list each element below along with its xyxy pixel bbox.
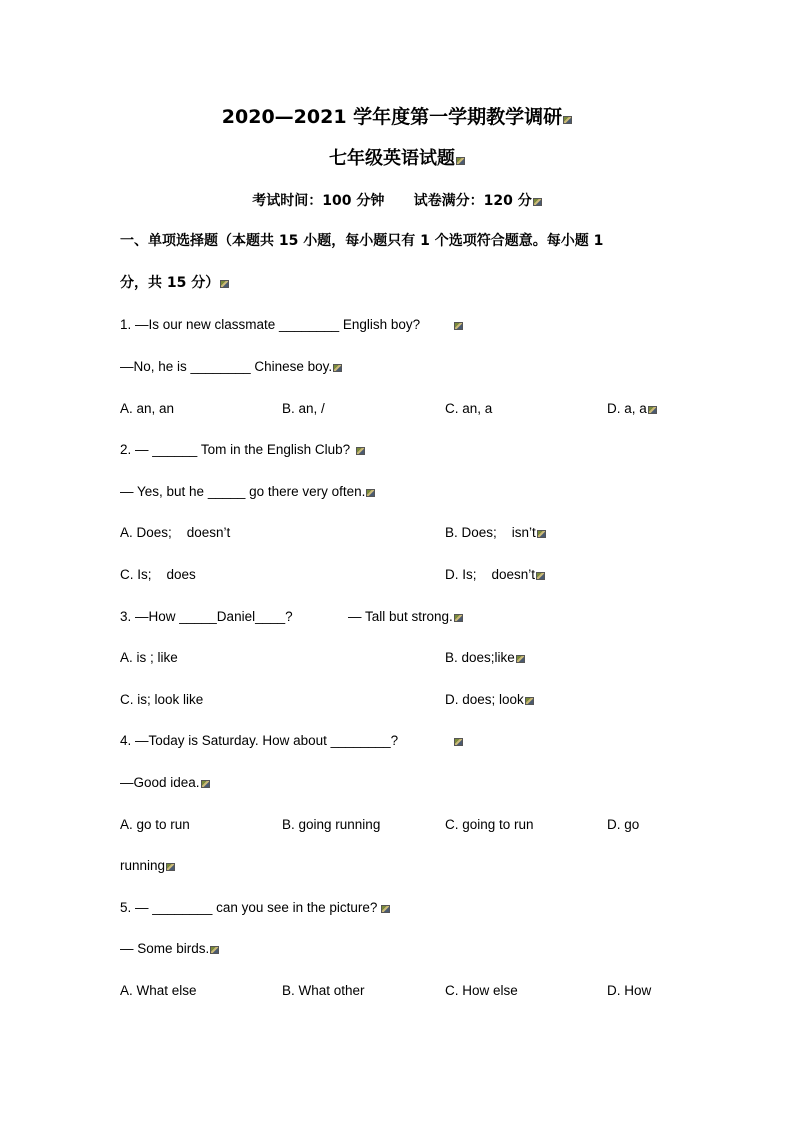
paragraph-mark-icon (537, 530, 546, 538)
question-2-stem: 2. — ______ Tom in the English Club? (120, 441, 365, 459)
question-1-option-d: D. a, a (607, 400, 657, 418)
question-3-stem: 3. —How _____Daniel____? (120, 609, 293, 624)
paragraph-mark-icon (201, 780, 210, 788)
question-5-option-d: D. How (607, 983, 652, 998)
paragraph-mark-icon (533, 198, 542, 206)
paragraph-mark-icon (454, 738, 463, 746)
question-2-option-b: B. Does; isn’t (445, 524, 546, 542)
question-3-option-d: D. does; look (445, 691, 534, 709)
paragraph-mark-icon (454, 614, 463, 622)
question-2-option-c: C. Is; does (120, 567, 196, 582)
question-4-option-d-wrap: running (120, 857, 175, 875)
question-1-option-a: A. an, an (120, 401, 175, 416)
paragraph-mark-icon (456, 157, 465, 165)
question-4-option-c: C. going to run (445, 817, 534, 832)
question-4-option-d: D. go (607, 817, 640, 832)
question-2-option-d: D. Is; doesn’t (445, 566, 545, 584)
question-2-option-a: A. Does; doesn’t (120, 525, 231, 540)
paragraph-mark-icon (563, 116, 572, 124)
paragraph-mark-icon (356, 447, 365, 455)
question-5-option-a: A. What else (120, 983, 197, 998)
section-heading-line1: 一、单项选择题（本题共 15 小题，每小题只有 1 个选项符合题意。每小题 1 (120, 233, 604, 249)
paragraph-mark-icon (536, 572, 545, 580)
section-heading-line2: 分，共 15 分） (120, 274, 229, 292)
question-5-stem: 5. — ________ can you see in the picture? (120, 899, 390, 917)
question-4-option-a: A. go to run (120, 817, 190, 832)
paragraph-mark-icon (166, 863, 175, 871)
exam-title: 2020—2021 学年度第一学期教学调研 (0, 104, 794, 130)
question-4-answer: —Good idea. (120, 774, 210, 792)
paragraph-mark-icon (454, 322, 463, 330)
paragraph-mark-icon (516, 655, 525, 663)
question-1-option-b: B. an, / (282, 401, 325, 416)
question-5-answer: — Some birds. (120, 940, 219, 958)
question-3-option-a: A. is ; like (120, 650, 178, 665)
question-3-option-c: C. is; look like (120, 692, 204, 707)
paragraph-mark-icon (333, 364, 342, 372)
question-1-option-c: C. an, a (445, 401, 493, 416)
question-1-stem: 1. —Is our new classmate ________ English boy? (120, 316, 463, 334)
question-3-reply: — Tall but strong. (348, 608, 463, 626)
question-1-answer: —No, he is ________ Chinese boy. (120, 358, 342, 376)
paragraph-mark-icon (220, 280, 229, 288)
question-3-option-b: B. does;like (445, 649, 525, 667)
question-4-stem: 4. —Today is Saturday. How about ________? (120, 732, 463, 750)
question-4-option-b: B. going running (282, 817, 381, 832)
exam-subtitle: 七年级英语试题 (0, 146, 794, 172)
question-5-option-b: B. What other (282, 983, 365, 998)
paragraph-mark-icon (648, 406, 657, 414)
question-2-answer: — Yes, but he _____ go there very often. (120, 483, 375, 501)
paragraph-mark-icon (525, 697, 534, 705)
paragraph-mark-icon (381, 905, 390, 913)
paragraph-mark-icon (210, 946, 219, 954)
question-5-option-c: C. How else (445, 983, 518, 998)
paragraph-mark-icon (366, 489, 375, 497)
exam-info: 考试时间：100 分钟 试卷满分：120 分 (0, 188, 794, 214)
